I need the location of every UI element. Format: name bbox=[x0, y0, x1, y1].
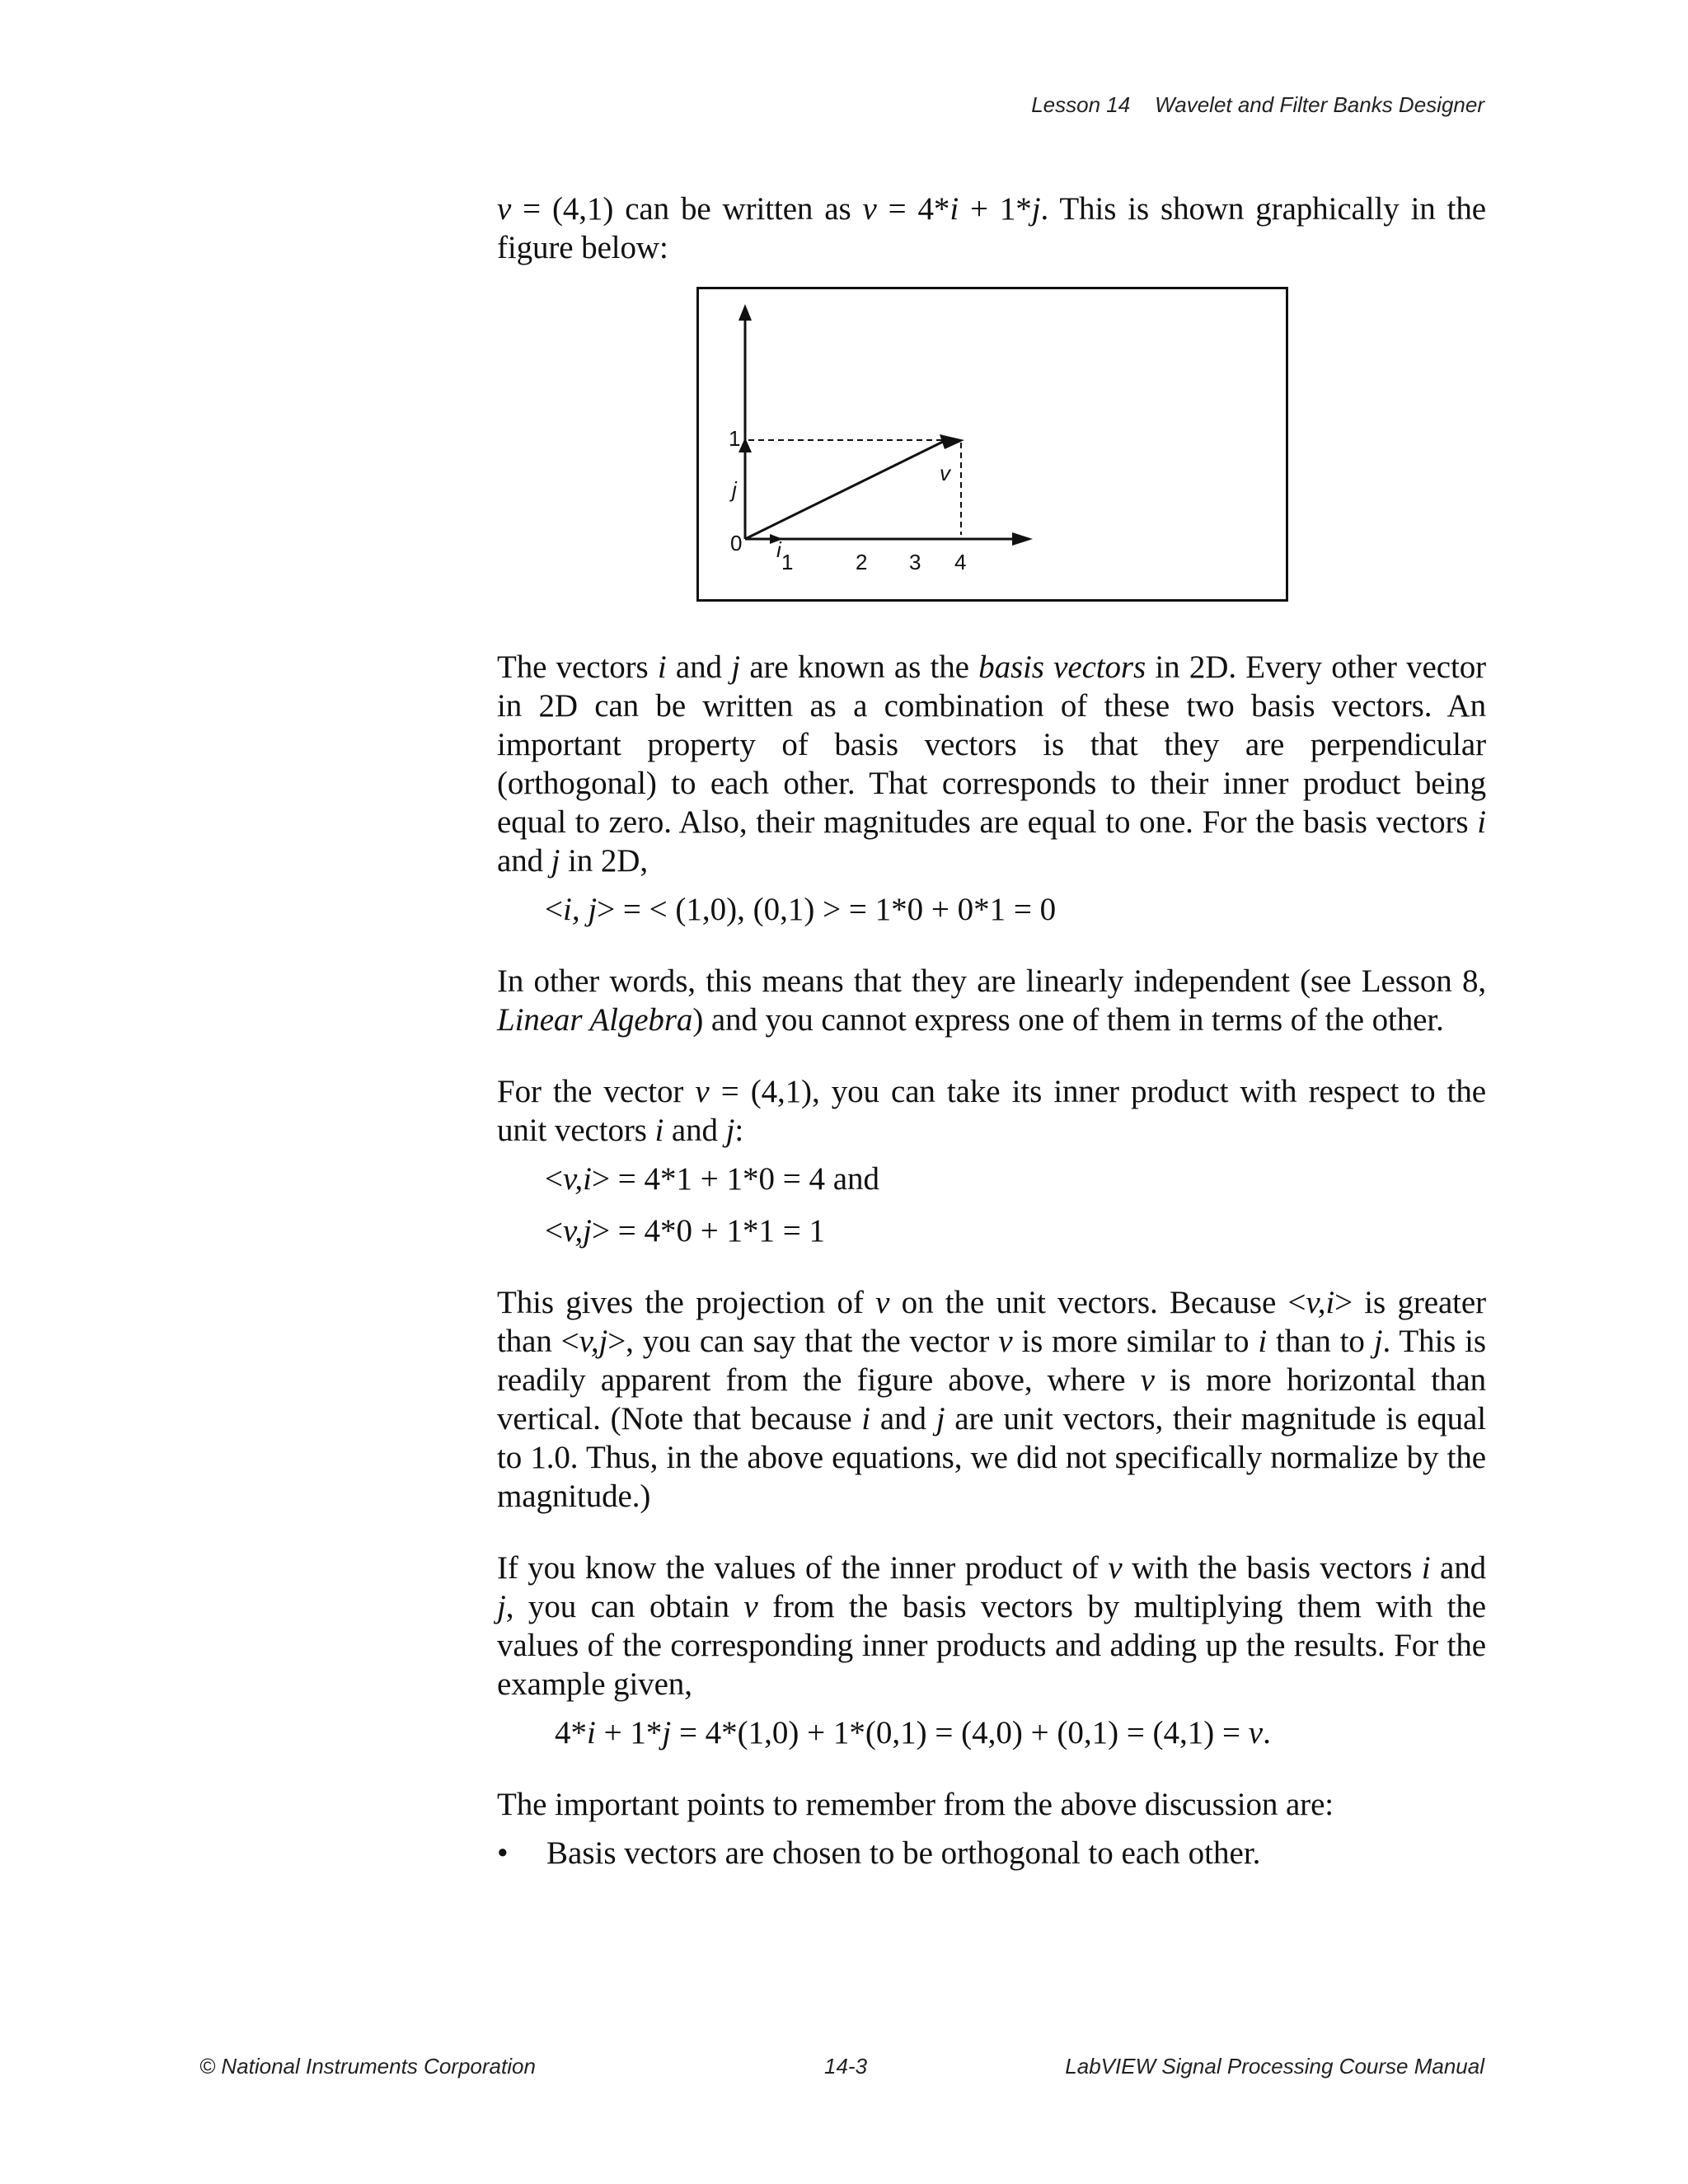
text: . This is readily apparent from the figure above, where bbox=[497, 1324, 1486, 1398]
text: . bbox=[1263, 1715, 1271, 1750]
summary-intro-paragraph: The important points to remember from the above discussion are: bbox=[497, 1787, 1334, 1822]
label-i: i bbox=[776, 537, 781, 562]
footer-copyright: © National Instruments Corporation bbox=[199, 2054, 536, 2079]
header-lesson: Lesson 14 bbox=[1031, 92, 1131, 117]
basis-vectors-paragraph bbox=[497, 648, 1486, 880]
emphasis: Linear Algebra bbox=[497, 1002, 693, 1038]
var-j: j bbox=[1373, 1324, 1383, 1359]
text: is more similar to bbox=[1012, 1324, 1259, 1359]
var-v: v bbox=[998, 1324, 1013, 1359]
text: : bbox=[734, 1113, 744, 1148]
var-i: i bbox=[950, 191, 959, 227]
equation-inner-product-ij bbox=[545, 890, 1486, 929]
footer-manual-title: LabVIEW Signal Processing Course Manual bbox=[1065, 2054, 1484, 2079]
var-j: j bbox=[497, 1589, 506, 1624]
v-vector bbox=[745, 440, 946, 539]
page-content bbox=[497, 190, 1486, 1872]
var: v,j bbox=[563, 1213, 593, 1249]
x-tick-3: 3 bbox=[909, 550, 921, 574]
equation-vj bbox=[545, 1212, 1486, 1250]
bullet-marker: • bbox=[497, 1835, 509, 1871]
linear-independence-paragraph bbox=[497, 962, 1486, 1039]
var-v: v bbox=[875, 1285, 890, 1320]
var-i: i bbox=[1258, 1324, 1268, 1359]
running-header bbox=[1031, 92, 1484, 118]
text: In other words, this means that they are linearly independent (see Lesson 8, bbox=[497, 963, 1486, 999]
y-tick-1: 1 bbox=[729, 426, 741, 451]
text: , you can obtain bbox=[505, 1589, 744, 1624]
bullet-text: Basis vectors are chosen to be orthogonal to each other. bbox=[546, 1835, 1261, 1871]
text: are known as the bbox=[740, 649, 979, 685]
var-j: j bbox=[935, 1401, 945, 1436]
text: and bbox=[870, 1401, 936, 1436]
equation-vi bbox=[545, 1160, 1486, 1198]
text: For the vector bbox=[497, 1074, 696, 1109]
y-tick-0: 0 bbox=[730, 531, 743, 555]
var-i: i bbox=[861, 1401, 870, 1436]
var-v: v bbox=[862, 191, 877, 227]
emphasis: basis vectors bbox=[978, 649, 1146, 685]
text: with the basis vectors bbox=[1122, 1550, 1422, 1586]
x-tick-2: 2 bbox=[856, 550, 868, 574]
var-i: i bbox=[587, 1715, 596, 1750]
footer-page-number: 14-3 bbox=[824, 2054, 868, 2079]
equation-reconstruction bbox=[555, 1713, 1486, 1752]
text: < bbox=[545, 1213, 563, 1249]
var-j: j bbox=[662, 1715, 672, 1750]
var: v,i bbox=[563, 1161, 593, 1197]
var-j: j bbox=[551, 843, 560, 879]
var-v: v bbox=[1108, 1550, 1123, 1586]
text: and bbox=[663, 1113, 726, 1148]
text: = 4*(1,0) + 1*(0,1) = (4,0) + (0,1) = (4,1) = bbox=[671, 1715, 1249, 1750]
var-i: i bbox=[1477, 804, 1486, 840]
text: on the unit vectors. Because < bbox=[889, 1285, 1306, 1320]
text: + 1* bbox=[595, 1715, 663, 1750]
label-j: j bbox=[732, 477, 737, 502]
bullet-item bbox=[497, 1834, 1486, 1872]
text: = 4* bbox=[876, 191, 950, 227]
text: = (4,1) can be written as bbox=[511, 191, 863, 227]
text: > = 4*0 + 1*1 = 1 bbox=[592, 1213, 825, 1249]
text: > is greater than < bbox=[497, 1285, 1486, 1359]
var-j: j bbox=[731, 649, 741, 685]
x-tick-4: 4 bbox=[954, 550, 967, 574]
text: and bbox=[666, 649, 732, 685]
text: This gives the projection of bbox=[497, 1285, 876, 1320]
var-i: i bbox=[657, 649, 667, 685]
x-axis-arrowhead bbox=[1012, 532, 1033, 546]
text: 4* bbox=[555, 1715, 587, 1750]
text: = (4,1), you can take its inner product with respect to the unit vectors bbox=[497, 1074, 1486, 1148]
text: ) and you cannot express one of them in terms of the other. bbox=[692, 1002, 1444, 1038]
var-v: v bbox=[497, 191, 512, 227]
text: than to bbox=[1267, 1324, 1374, 1359]
projection-paragraph bbox=[497, 1283, 1486, 1516]
var-i: i bbox=[1421, 1550, 1431, 1586]
var: i, j bbox=[563, 892, 598, 927]
text: in 2D. Every other vector in 2D can be written as a combination of these two basis vectors. An important property of basis vectors is that they are perpendicular (orthogonal) to each other. That corresponds to their inner product being equal to zero. Also, their magnitudes are equal to one. For the basis vectors bbox=[497, 649, 1486, 840]
x-tick-1: 1 bbox=[781, 550, 794, 574]
var-v: v bbox=[743, 1589, 758, 1624]
var-v: v bbox=[695, 1074, 710, 1109]
text: . This is shown graphically in the figure below: bbox=[497, 191, 1486, 265]
var: v,i bbox=[1306, 1285, 1335, 1320]
text: < bbox=[545, 1161, 563, 1197]
intro-paragraph bbox=[497, 190, 1486, 267]
var-v: v bbox=[1248, 1715, 1264, 1750]
text: in 2D, bbox=[560, 843, 648, 879]
var-j: j bbox=[1031, 191, 1041, 227]
text: + 1* bbox=[959, 191, 1032, 227]
var-j: j bbox=[725, 1113, 735, 1148]
text: from the basis vectors by multiplying them with the values of the corresponding inner products and adding up the results. For the example given, bbox=[497, 1589, 1486, 1702]
text: > = < (1,0), (0,1) > = 1*0 + 0*1 = 0 bbox=[597, 892, 1057, 927]
text: < bbox=[545, 892, 563, 927]
text: If you know the values of the inner product of bbox=[497, 1550, 1109, 1586]
inner-product-paragraph bbox=[497, 1072, 1486, 1150]
text: > = 4*1 + 1*0 = 4 and bbox=[592, 1161, 880, 1197]
label-v-vector: v bbox=[940, 461, 950, 485]
text: are unit vectors, their magnitude is equal to 1.0. Thus, in the above equations, we did not specifically normalize by the magnitude.) bbox=[497, 1401, 1486, 1514]
text: is more horizontal than vertical. (Note that because bbox=[497, 1362, 1486, 1436]
vector-figure bbox=[696, 287, 1288, 602]
header-title: Wavelet and Filter Banks Designer bbox=[1155, 92, 1484, 117]
y-axis-arrowhead bbox=[738, 304, 752, 321]
reconstruction-paragraph bbox=[497, 1549, 1486, 1704]
var-i: i bbox=[654, 1113, 664, 1148]
text: The vectors bbox=[497, 649, 658, 685]
text: and bbox=[1430, 1550, 1486, 1586]
text: >, you can say that the vector bbox=[607, 1324, 999, 1359]
vector-diagram bbox=[699, 289, 1291, 604]
var-v: v bbox=[1140, 1362, 1155, 1398]
var: v,j bbox=[579, 1324, 608, 1359]
text: and bbox=[497, 843, 551, 879]
